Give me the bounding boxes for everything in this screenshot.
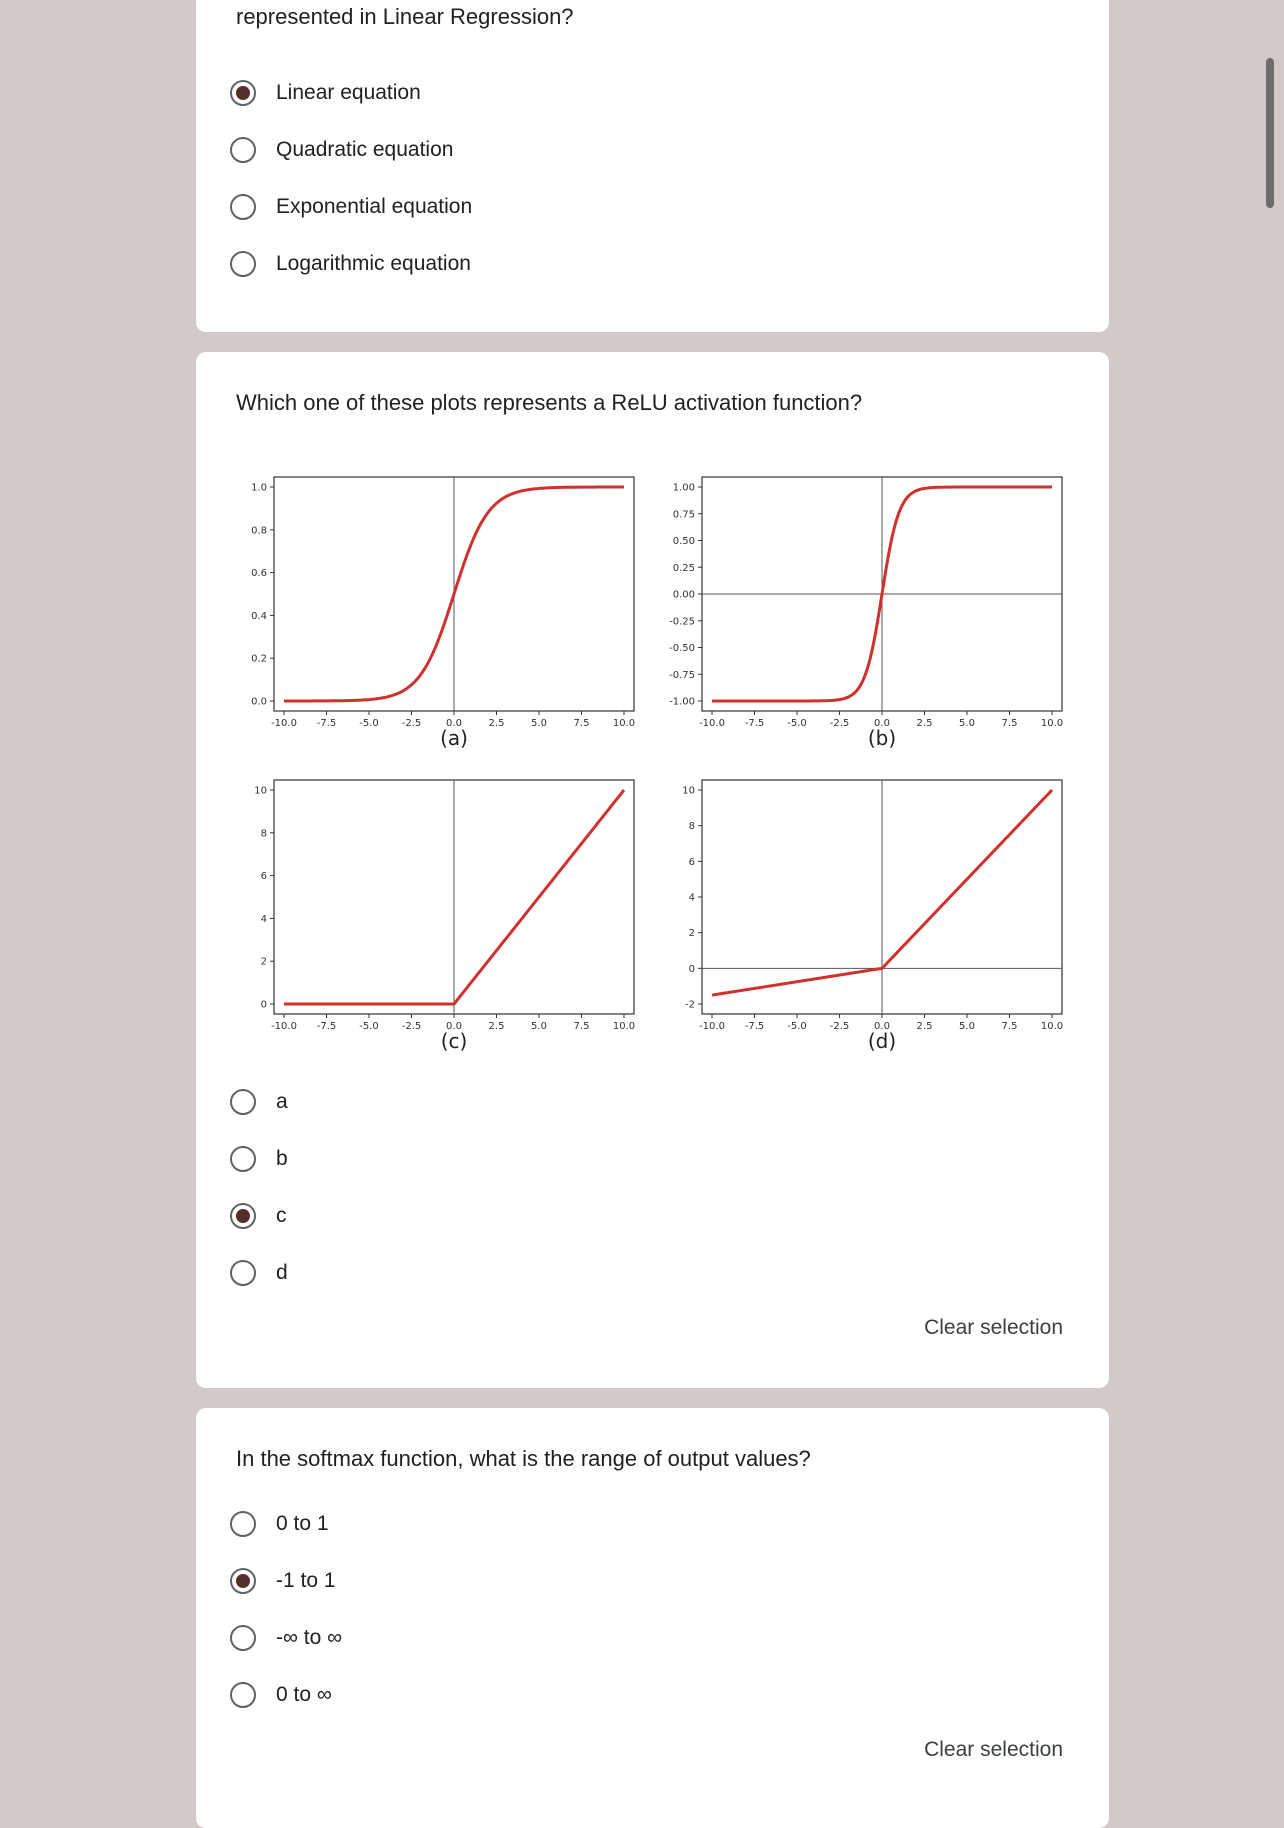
y-tick-label: 0.8: [251, 525, 267, 537]
x-tick-label: 2.5: [488, 1021, 505, 1032]
y-tick-label: 2: [688, 928, 695, 940]
x-tick-label: 0.0: [446, 718, 462, 729]
x-tick-label: 5.0: [959, 718, 975, 729]
y-tick-label: 0.75: [672, 509, 695, 521]
option-0-to-1[interactable]: [230, 1506, 329, 1542]
y-tick-label: -2: [685, 999, 695, 1011]
question-text: represented in Linear Regression?: [236, 4, 574, 29]
x-tick-label: 2.5: [916, 1021, 933, 1032]
x-tick-label: -7.5: [744, 718, 765, 729]
y-tick-label: 0.0: [251, 696, 267, 708]
option-label: Quadratic equation: [276, 138, 454, 161]
option-exponential-equation[interactable]: [230, 189, 472, 225]
activation-function-plots: [230, 468, 1075, 1072]
y-tick-label: 1.00: [672, 482, 695, 494]
plot-caption: (d): [867, 1029, 897, 1053]
x-tick-label: 10.0: [612, 1021, 636, 1032]
radio-button[interactable]: [230, 1260, 256, 1286]
radio-button[interactable]: [230, 1146, 256, 1172]
question-text: In the softmax function, what is the range of output values?: [236, 1446, 811, 1471]
plot-caption: (a): [440, 726, 468, 750]
radio-button[interactable]: [230, 137, 256, 163]
x-tick-label: -2.5: [401, 718, 422, 729]
option-label: Linear equation: [276, 81, 421, 104]
option-label: 0 to ∞: [276, 1683, 332, 1706]
question-card-softmax: [196, 1408, 1109, 1828]
option-linear-equation[interactable]: [230, 75, 421, 111]
x-tick-label: 2.5: [916, 718, 933, 729]
x-tick-label: -5.0: [787, 718, 807, 729]
x-tick-label: 7.5: [1001, 718, 1018, 729]
option-quadratic-equation[interactable]: [230, 132, 453, 168]
x-tick-label: 0.0: [446, 1021, 462, 1032]
x-tick-label: -2.5: [829, 1021, 850, 1032]
x-tick-label: 0.0: [874, 1021, 890, 1032]
option-label: b: [276, 1147, 288, 1170]
y-tick-label: 0.4: [251, 610, 267, 622]
y-tick-label: -0.25: [669, 616, 695, 628]
x-tick-label: -7.5: [316, 718, 337, 729]
y-tick-label: 4: [260, 913, 267, 925]
radio-button[interactable]: [230, 251, 256, 277]
x-tick-label: -5.0: [359, 1021, 379, 1032]
y-tick-label: 6: [260, 871, 267, 883]
question-text: Which one of these plots represents a ReLU activation function?: [236, 390, 863, 415]
x-tick-label: 10.0: [1040, 1021, 1064, 1032]
y-tick-label: -0.50: [669, 643, 695, 654]
x-tick-label: 10.0: [1040, 718, 1064, 729]
plot-caption: (c): [440, 1029, 468, 1053]
radio-button[interactable]: [230, 1089, 256, 1115]
x-tick-label: -2.5: [401, 1021, 422, 1032]
option-0-to-inf[interactable]: [230, 1677, 332, 1713]
y-tick-label: 0.2: [251, 653, 267, 665]
radio-button[interactable]: [230, 1625, 256, 1651]
y-tick-label: 0: [688, 963, 695, 975]
x-tick-label: 10.0: [612, 718, 636, 729]
y-tick-label: -1.00: [669, 696, 695, 708]
x-tick-label: 5.0: [531, 718, 547, 729]
y-tick-label: 0.00: [672, 589, 695, 601]
option-label: c: [276, 1204, 287, 1227]
option-neginf-to-inf[interactable]: [230, 1620, 342, 1656]
y-tick-label: 2: [260, 956, 267, 968]
x-tick-label: -5.0: [359, 718, 379, 729]
plot-caption: (b): [867, 726, 897, 750]
x-tick-label: 7.5: [573, 1021, 590, 1032]
y-tick-label: 0.6: [251, 568, 267, 580]
x-tick-label: 7.5: [573, 718, 590, 729]
x-tick-label: -10.0: [271, 718, 297, 729]
option-label: Logarithmic equation: [276, 252, 471, 275]
clear-selection-button[interactable]: Clear selection: [924, 1738, 1063, 1761]
x-tick-label: -7.5: [316, 1021, 337, 1032]
option-b[interactable]: [230, 1141, 288, 1177]
x-tick-label: 5.0: [531, 1021, 547, 1032]
y-tick-label: 6: [688, 856, 695, 868]
option-d[interactable]: [230, 1255, 288, 1291]
y-tick-label: 10: [254, 785, 267, 797]
scrollbar-thumb[interactable]: [1266, 58, 1274, 208]
radio-button[interactable]: [230, 80, 256, 106]
x-tick-label: -10.0: [271, 1021, 297, 1032]
x-tick-label: 2.5: [488, 718, 505, 729]
x-tick-label: -7.5: [744, 1021, 765, 1032]
option-neg1-to-1[interactable]: [230, 1563, 336, 1599]
radio-button[interactable]: [230, 1682, 256, 1708]
radio-button[interactable]: [230, 1511, 256, 1537]
y-tick-label: -0.75: [669, 669, 695, 681]
x-tick-label: -10.0: [699, 718, 725, 729]
clear-selection-button[interactable]: Clear selection: [924, 1316, 1063, 1339]
option-label: 0 to 1: [276, 1512, 329, 1535]
option-c[interactable]: [230, 1198, 287, 1234]
x-tick-label: -2.5: [829, 718, 850, 729]
y-tick-label: 4: [688, 892, 695, 904]
option-label: -∞ to ∞: [276, 1626, 343, 1649]
x-tick-label: 5.0: [959, 1021, 975, 1032]
y-tick-label: 10: [682, 785, 695, 797]
radio-button[interactable]: [230, 1568, 256, 1594]
x-tick-label: 0.0: [874, 718, 890, 729]
x-tick-label: -10.0: [699, 1021, 725, 1032]
option-label: d: [276, 1261, 288, 1284]
y-tick-label: 0: [260, 999, 267, 1011]
x-tick-label: 7.5: [1001, 1021, 1018, 1032]
radio-button[interactable]: [230, 194, 256, 220]
option-a[interactable]: [230, 1084, 288, 1120]
option-label: a: [276, 1090, 288, 1113]
option-label: Exponential equation: [276, 195, 473, 218]
y-tick-label: 0.50: [672, 536, 695, 547]
y-tick-label: 1.0: [251, 482, 267, 494]
option-logarithmic-equation[interactable]: [230, 246, 471, 282]
y-tick-label: 0.25: [672, 562, 695, 574]
option-label: -1 to 1: [276, 1569, 336, 1592]
y-tick-label: 8: [688, 821, 695, 833]
question-card-linear-regression: [196, 0, 1109, 332]
radio-button[interactable]: [230, 1203, 256, 1229]
y-tick-label: 8: [260, 828, 267, 840]
x-tick-label: -5.0: [787, 1021, 807, 1032]
